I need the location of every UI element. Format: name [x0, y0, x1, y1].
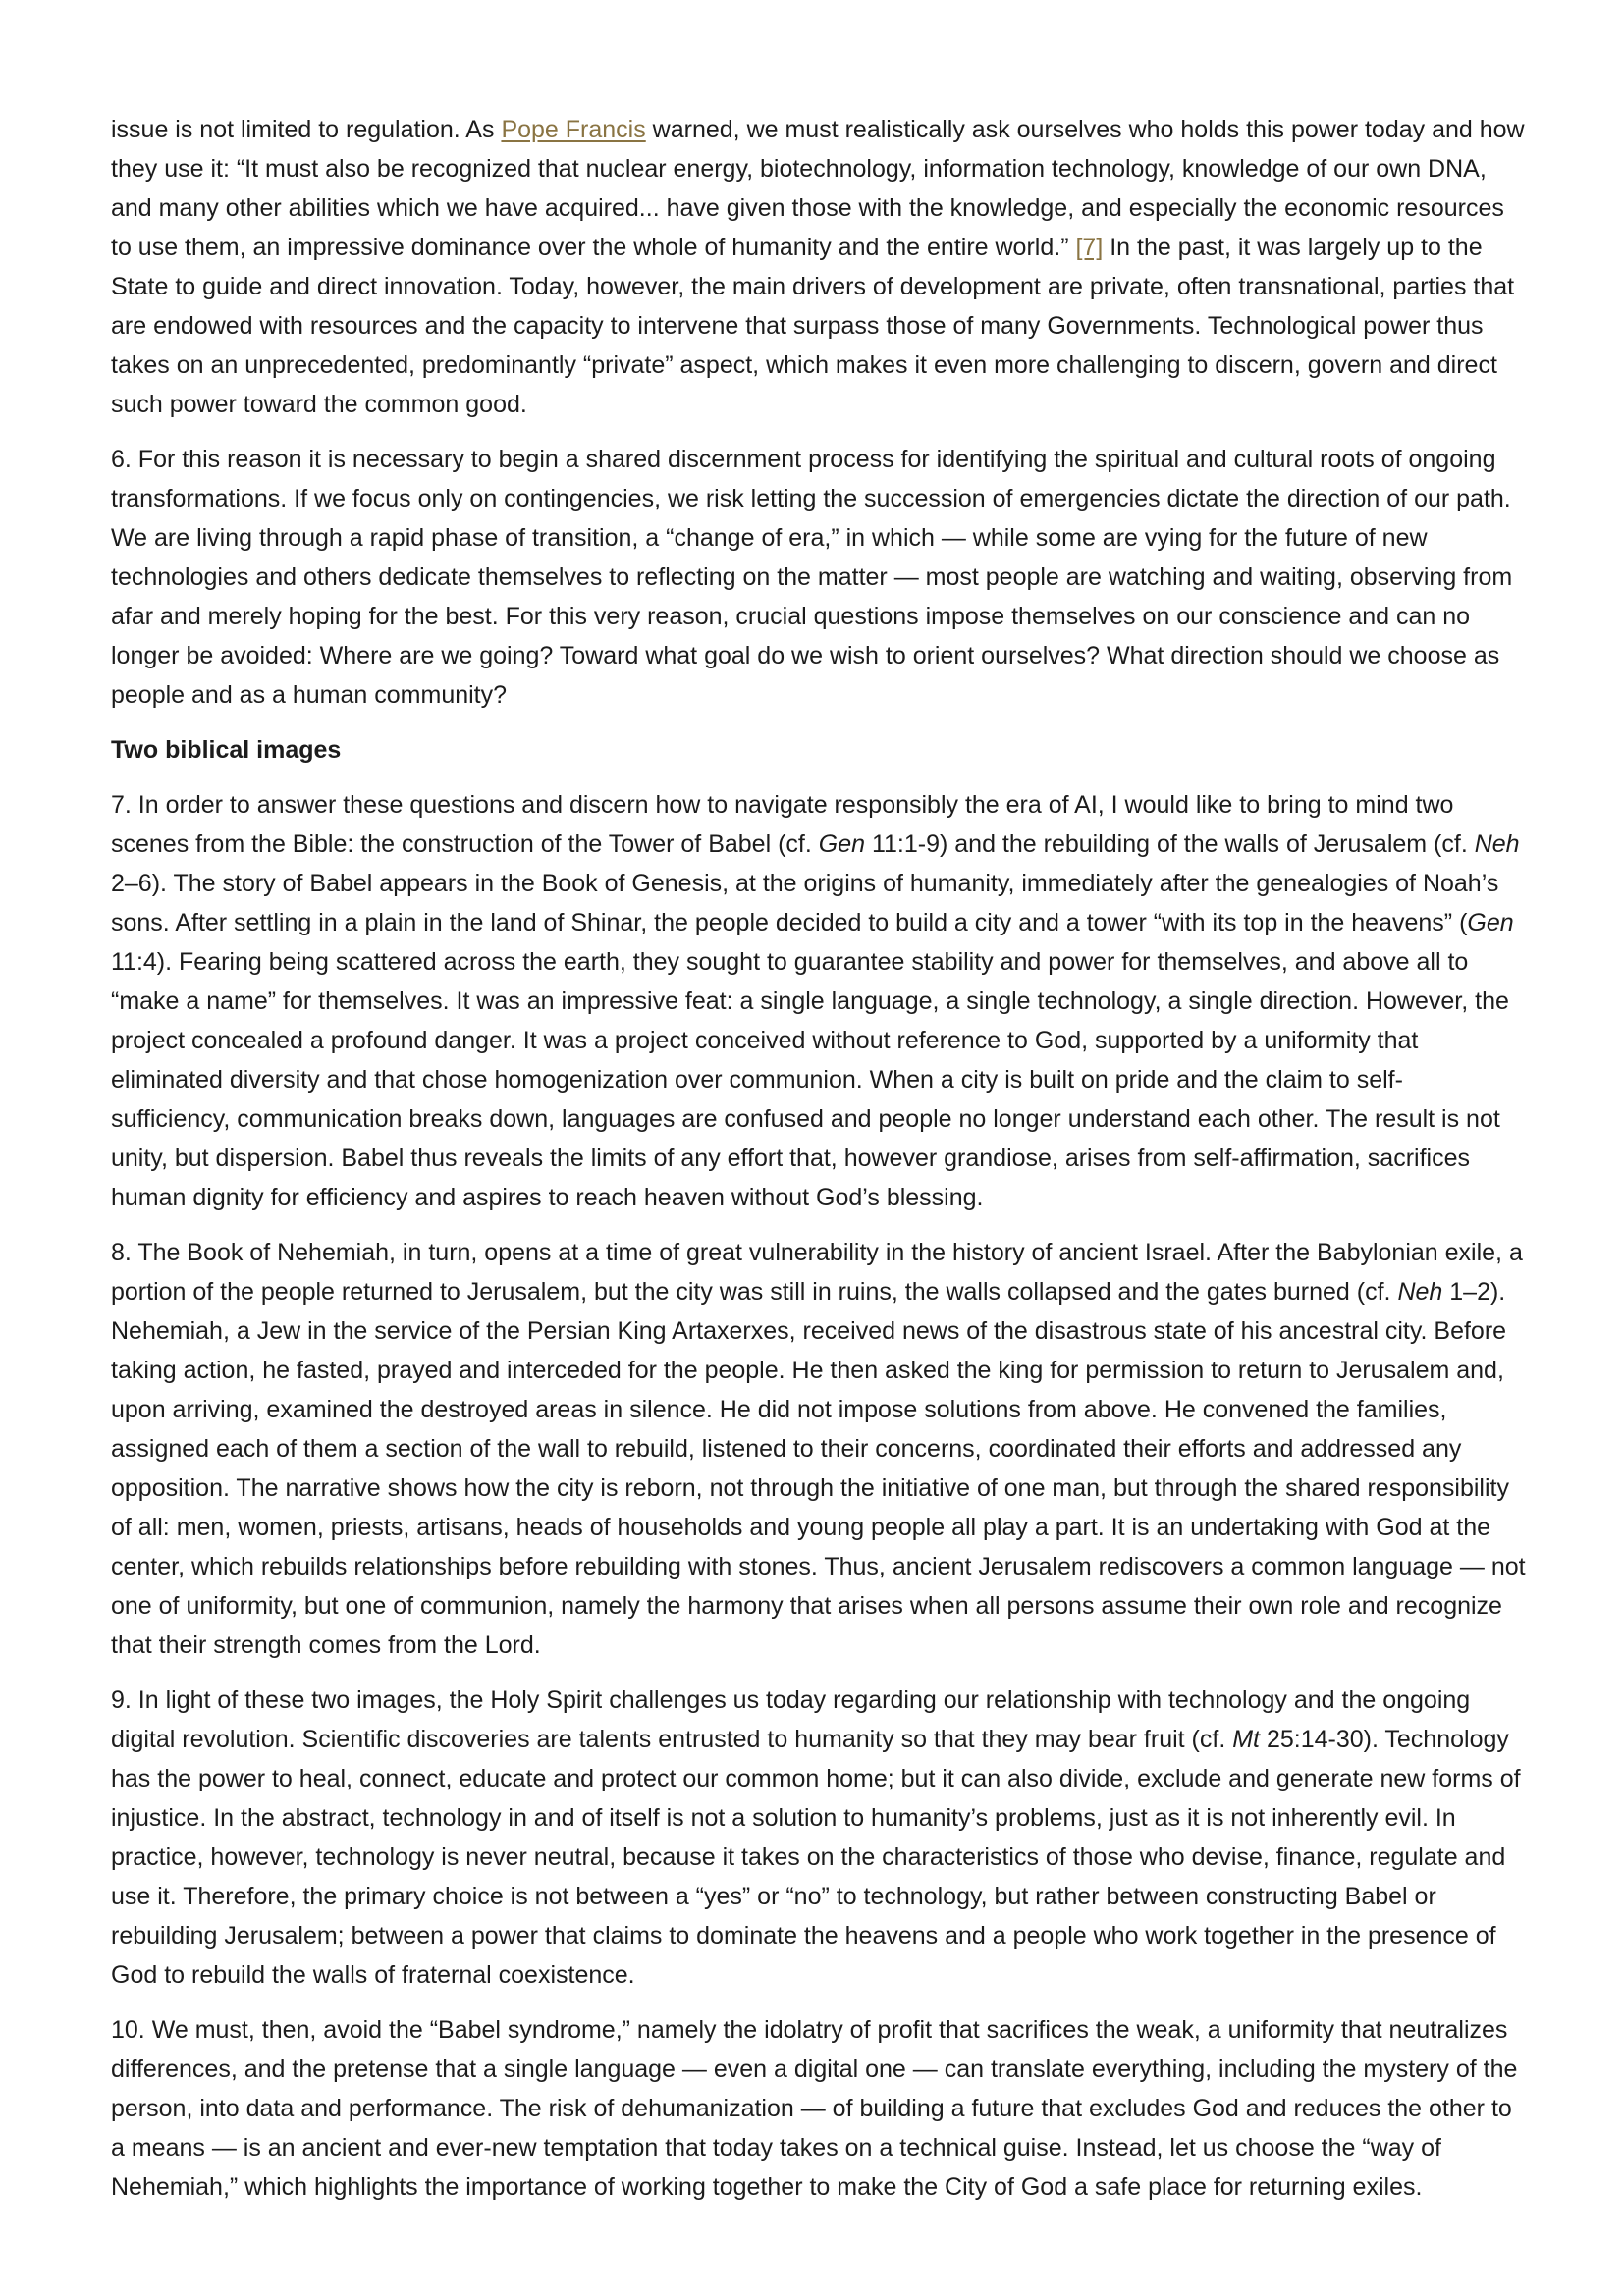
- text-line: [111, 228, 1563, 267]
- text-line: [111, 942, 1563, 982]
- text-run: and many other abilities which we have acquired... have given those with the knowledge, and especially the economic resources: [111, 194, 1504, 222]
- text-line: [111, 1508, 1563, 1547]
- text-run: longer be avoided: Where are we going? Toward what goal do we wish to orient ourselves? What direction should we choose as: [111, 642, 1500, 669]
- text-run: eliminated diversity and that chose homogenization over communion. When a city is built on pride and the claim to self-: [111, 1066, 1403, 1094]
- document-body: [111, 110, 1563, 2207]
- text-run: God to rebuild the walls of fraternal coexistence.: [111, 1961, 635, 1989]
- text-line: [111, 1390, 1563, 1429]
- text-run: practice, however, technology is never neutral, because it takes on the characteristics of those who devise, finance, regulate and: [111, 1843, 1506, 1871]
- text-run: person, into data and performance. The risk of dehumanization — of building a future that excludes God and reduces the other to: [111, 2095, 1512, 2122]
- paragraph: [111, 2010, 1563, 2207]
- text-run: 7. In order to answer these questions and discern how to navigate responsibly the era of AI, I would like to bring to mind two: [111, 791, 1454, 819]
- text-run: 2–6). The story of Babel appears in the Book of Genesis, at the origins of humanity, immediately after the genealogies of Noah’s: [111, 870, 1499, 897]
- text-run: that their strength comes from the Lord.: [111, 1631, 541, 1659]
- text-run: are endowed with resources and the capacity to intervene that surpass those of many Governments. Technological power thus: [111, 312, 1484, 340]
- text-run: 6. For this reason it is necessary to begin a shared discernment process for identifying the spiritual and cultural roots of ongoing: [111, 446, 1496, 473]
- scripture-book-abbrev: Gen: [1467, 909, 1514, 936]
- text-run: to use them, an impressive dominance over the whole of humanity and the entire world.”: [111, 234, 1076, 261]
- text-line: [111, 903, 1563, 942]
- text-line: [111, 558, 1563, 597]
- text-run: warned, we must realistically ask ourselves who holds this power today and how: [645, 116, 1525, 143]
- text-line: [111, 188, 1563, 228]
- text-line: [111, 1798, 1563, 1838]
- text-line: [111, 1626, 1563, 1665]
- text-run: 25:14-30). Technology: [1260, 1726, 1509, 1753]
- text-line: [111, 1877, 1563, 1916]
- text-run: use it. Therefore, the primary choice is not between a “yes” or “no” to technology, but rather between constructing Babel or: [111, 1883, 1436, 1910]
- paragraph: [111, 440, 1563, 715]
- text-line: [111, 785, 1563, 825]
- text-run: injustice. In the abstract, technology in and of itself is not a solution to humanity’s problems, just as it is not inherently evil. In: [111, 1804, 1456, 1832]
- text-line: [111, 149, 1563, 188]
- text-line: [111, 597, 1563, 636]
- text-run: project concealed a profound danger. It was a project conceived without reference to God, supported by a uniformity that: [111, 1027, 1419, 1054]
- text-run: Nehemiah, a Jew in the service of the Persian King Artaxerxes, received news of the disastrous state of his ancestral city. Before: [111, 1317, 1507, 1345]
- text-run: they use it: “It must also be recognized that nuclear energy, biotechnology, information technology, knowledge of our own DNA,: [111, 155, 1487, 183]
- inline-link[interactable]: Pope Francis: [501, 116, 646, 143]
- text-run: sons. After settling in a plain in the land of Shinar, the people decided to build a city and a tower “with its top in the heavens” (: [111, 909, 1468, 936]
- text-line: [111, 1838, 1563, 1877]
- scripture-book-abbrev: Neh: [1397, 1278, 1443, 1306]
- text-run: rebuilding Jerusalem; between a power that claims to dominate the heavens and a people who work together in the presence of: [111, 1922, 1496, 1949]
- scripture-book-abbrev: Gen: [818, 830, 866, 858]
- text-run: people and as a human community?: [111, 681, 508, 709]
- text-run: 9. In light of these two images, the Holy Spirit challenges us today regarding our relationship with technology and the ongoing: [111, 1686, 1471, 1714]
- text-line: [111, 675, 1563, 715]
- text-run: portion of the people returned to Jerusalem, but the city was still in ruins, the walls collapsed and the gates burned (cf.: [111, 1278, 1398, 1306]
- text-run: 8. The Book of Nehemiah, in turn, opens at a time of great vulnerability in the history of ancient Israel. After the Babylonian exile, a: [111, 1239, 1523, 1266]
- text-line: [111, 1139, 1563, 1178]
- scripture-book-abbrev: Neh: [1474, 830, 1520, 858]
- text-line: [111, 636, 1563, 675]
- text-line: [111, 1720, 1563, 1759]
- text-run: assigned each of them a section of the wall to rebuild, listened to their concerns, coordinated their efforts and addressed any: [111, 1435, 1462, 1463]
- text-run: 11:1-9) and the rebuilding of the walls of Jerusalem (cf.: [865, 830, 1475, 858]
- text-line: [111, 346, 1563, 385]
- text-line: [111, 2128, 1563, 2167]
- text-line: [111, 982, 1563, 1021]
- text-run: transformations. If we focus only on contingencies, we risk letting the succession of emergencies dictate the direction of our path.: [111, 485, 1511, 512]
- text-line: [111, 2010, 1563, 2050]
- text-line: [111, 2089, 1563, 2128]
- text-run: technologies and others dedicate themselves to reflecting on the matter — most people are watching and waiting, observing from: [111, 563, 1513, 591]
- text-line: [111, 518, 1563, 558]
- text-line: [111, 2167, 1563, 2207]
- text-run: center, which rebuilds relationships before rebuilding with stones. Thus, ancient Jerusalem rediscovers a common language — not: [111, 1553, 1526, 1580]
- text-line: [111, 1311, 1563, 1351]
- paragraph: [111, 1681, 1563, 1995]
- text-line: [111, 479, 1563, 518]
- text-run: unity, but dispersion. Babel thus reveals the limits of any effort that, however grandiose, arises from self-affirmation, sacrifices: [111, 1145, 1470, 1172]
- text-run: digital revolution. Scientific discoveries are talents entrusted to humanity so that they may bear fruit (cf.: [111, 1726, 1233, 1753]
- text-run: of all: men, women, priests, artisans, heads of households and young people all play a part. It is an undertaking with God at the: [111, 1514, 1491, 1541]
- text-run: one of uniformity, but one of communion, namely the harmony that arises when all persons assume their own role and recognize: [111, 1592, 1502, 1620]
- text-line: [111, 1021, 1563, 1060]
- text-run: 11:4). Fearing being scattered across the earth, they sought to guarantee stability and power for themselves, and above all to: [111, 948, 1469, 976]
- text-run: In the past, it was largely up to the: [1103, 234, 1483, 261]
- text-line: [111, 1272, 1563, 1311]
- text-line: [111, 1586, 1563, 1626]
- text-run: upon arriving, examined the destroyed areas in silence. He did not impose solutions from above. He convened the families,: [111, 1396, 1447, 1423]
- text-line: [111, 1178, 1563, 1217]
- text-line: [111, 267, 1563, 306]
- text-run: Nehemiah,” which highlights the importance of working together to make the City of God a safe place for returning exiles.: [111, 2173, 1423, 2201]
- text-line: [111, 1468, 1563, 1508]
- paragraph: [111, 785, 1563, 1217]
- text-run: such power toward the common good.: [111, 391, 527, 418]
- text-run: has the power to heal, connect, educate and protect our common home; but it can also divide, exclude and generate new forms of: [111, 1765, 1521, 1792]
- text-line: [111, 1429, 1563, 1468]
- text-line: [111, 825, 1563, 864]
- document-page: [111, 110, 1563, 2222]
- text-line: [111, 110, 1563, 149]
- text-run: opposition. The narrative shows how the city is reborn, not through the initiative of one man, but through the shared responsibility: [111, 1474, 1509, 1502]
- text-line: [111, 1099, 1563, 1139]
- text-line: [111, 2050, 1563, 2089]
- text-run: a means — is an ancient and ever-new temptation that today takes on a technical guise. Instead, let us choose the “way of: [111, 2134, 1441, 2162]
- text-line: [111, 1916, 1563, 1955]
- text-line: [111, 1955, 1563, 1995]
- text-run: scenes from the Bible: the construction of the Tower of Babel (cf.: [111, 830, 819, 858]
- scripture-book-abbrev: Mt: [1232, 1726, 1260, 1753]
- text-line: [111, 1681, 1563, 1720]
- text-line: [111, 1060, 1563, 1099]
- footnote-link[interactable]: [7]: [1075, 234, 1104, 261]
- text-run: 1–2).: [1442, 1278, 1506, 1306]
- text-run: takes on an unprecedented, predominantly “private” aspect, which makes it even more challenging to discern, govern and direct: [111, 351, 1497, 379]
- paragraph: [111, 110, 1563, 424]
- text-line: [111, 440, 1563, 479]
- text-run: taking action, he fasted, prayed and interceded for the people. He then asked the king for permission to return to Jerusalem and,: [111, 1357, 1504, 1384]
- text-line: [111, 1351, 1563, 1390]
- text-line: [111, 306, 1563, 346]
- text-line: [111, 1759, 1563, 1798]
- text-line: [111, 1547, 1563, 1586]
- text-run: human dignity for efficiency and aspires to reach heaven without God’s blessing.: [111, 1184, 984, 1211]
- text-run: differences, and the pretense that a single language — even a digital one — can translate everything, including the mystery of the: [111, 2056, 1518, 2083]
- text-run: afar and merely hoping for the best. For this very reason, crucial questions impose themselves on our conscience and can no: [111, 603, 1471, 630]
- text-run: We are living through a rapid phase of transition, a “change of era,” in which — while some are vying for the future of new: [111, 524, 1428, 552]
- text-run: issue is not limited to regulation. As: [111, 116, 502, 143]
- text-line: [111, 864, 1563, 903]
- text-run: State to guide and direct innovation. Today, however, the main drivers of development are private, often transnational, parties that: [111, 273, 1515, 300]
- text-line: [111, 385, 1563, 424]
- text-run: sufficiency, communication breaks down, languages are confused and people no longer understand each other. The result is not: [111, 1105, 1500, 1133]
- section-heading: Two biblical images: [111, 736, 342, 764]
- text-line: [111, 1233, 1563, 1272]
- paragraph: [111, 1233, 1563, 1665]
- text-run: “make a name” for themselves. It was an impressive feat: a single language, a single technology, a single direction. However, the: [111, 988, 1509, 1015]
- text-run: 10. We must, then, avoid the “Babel syndrome,” namely the idolatry of profit that sacrifices the weak, a uniformity that neutralizes: [111, 2016, 1508, 2044]
